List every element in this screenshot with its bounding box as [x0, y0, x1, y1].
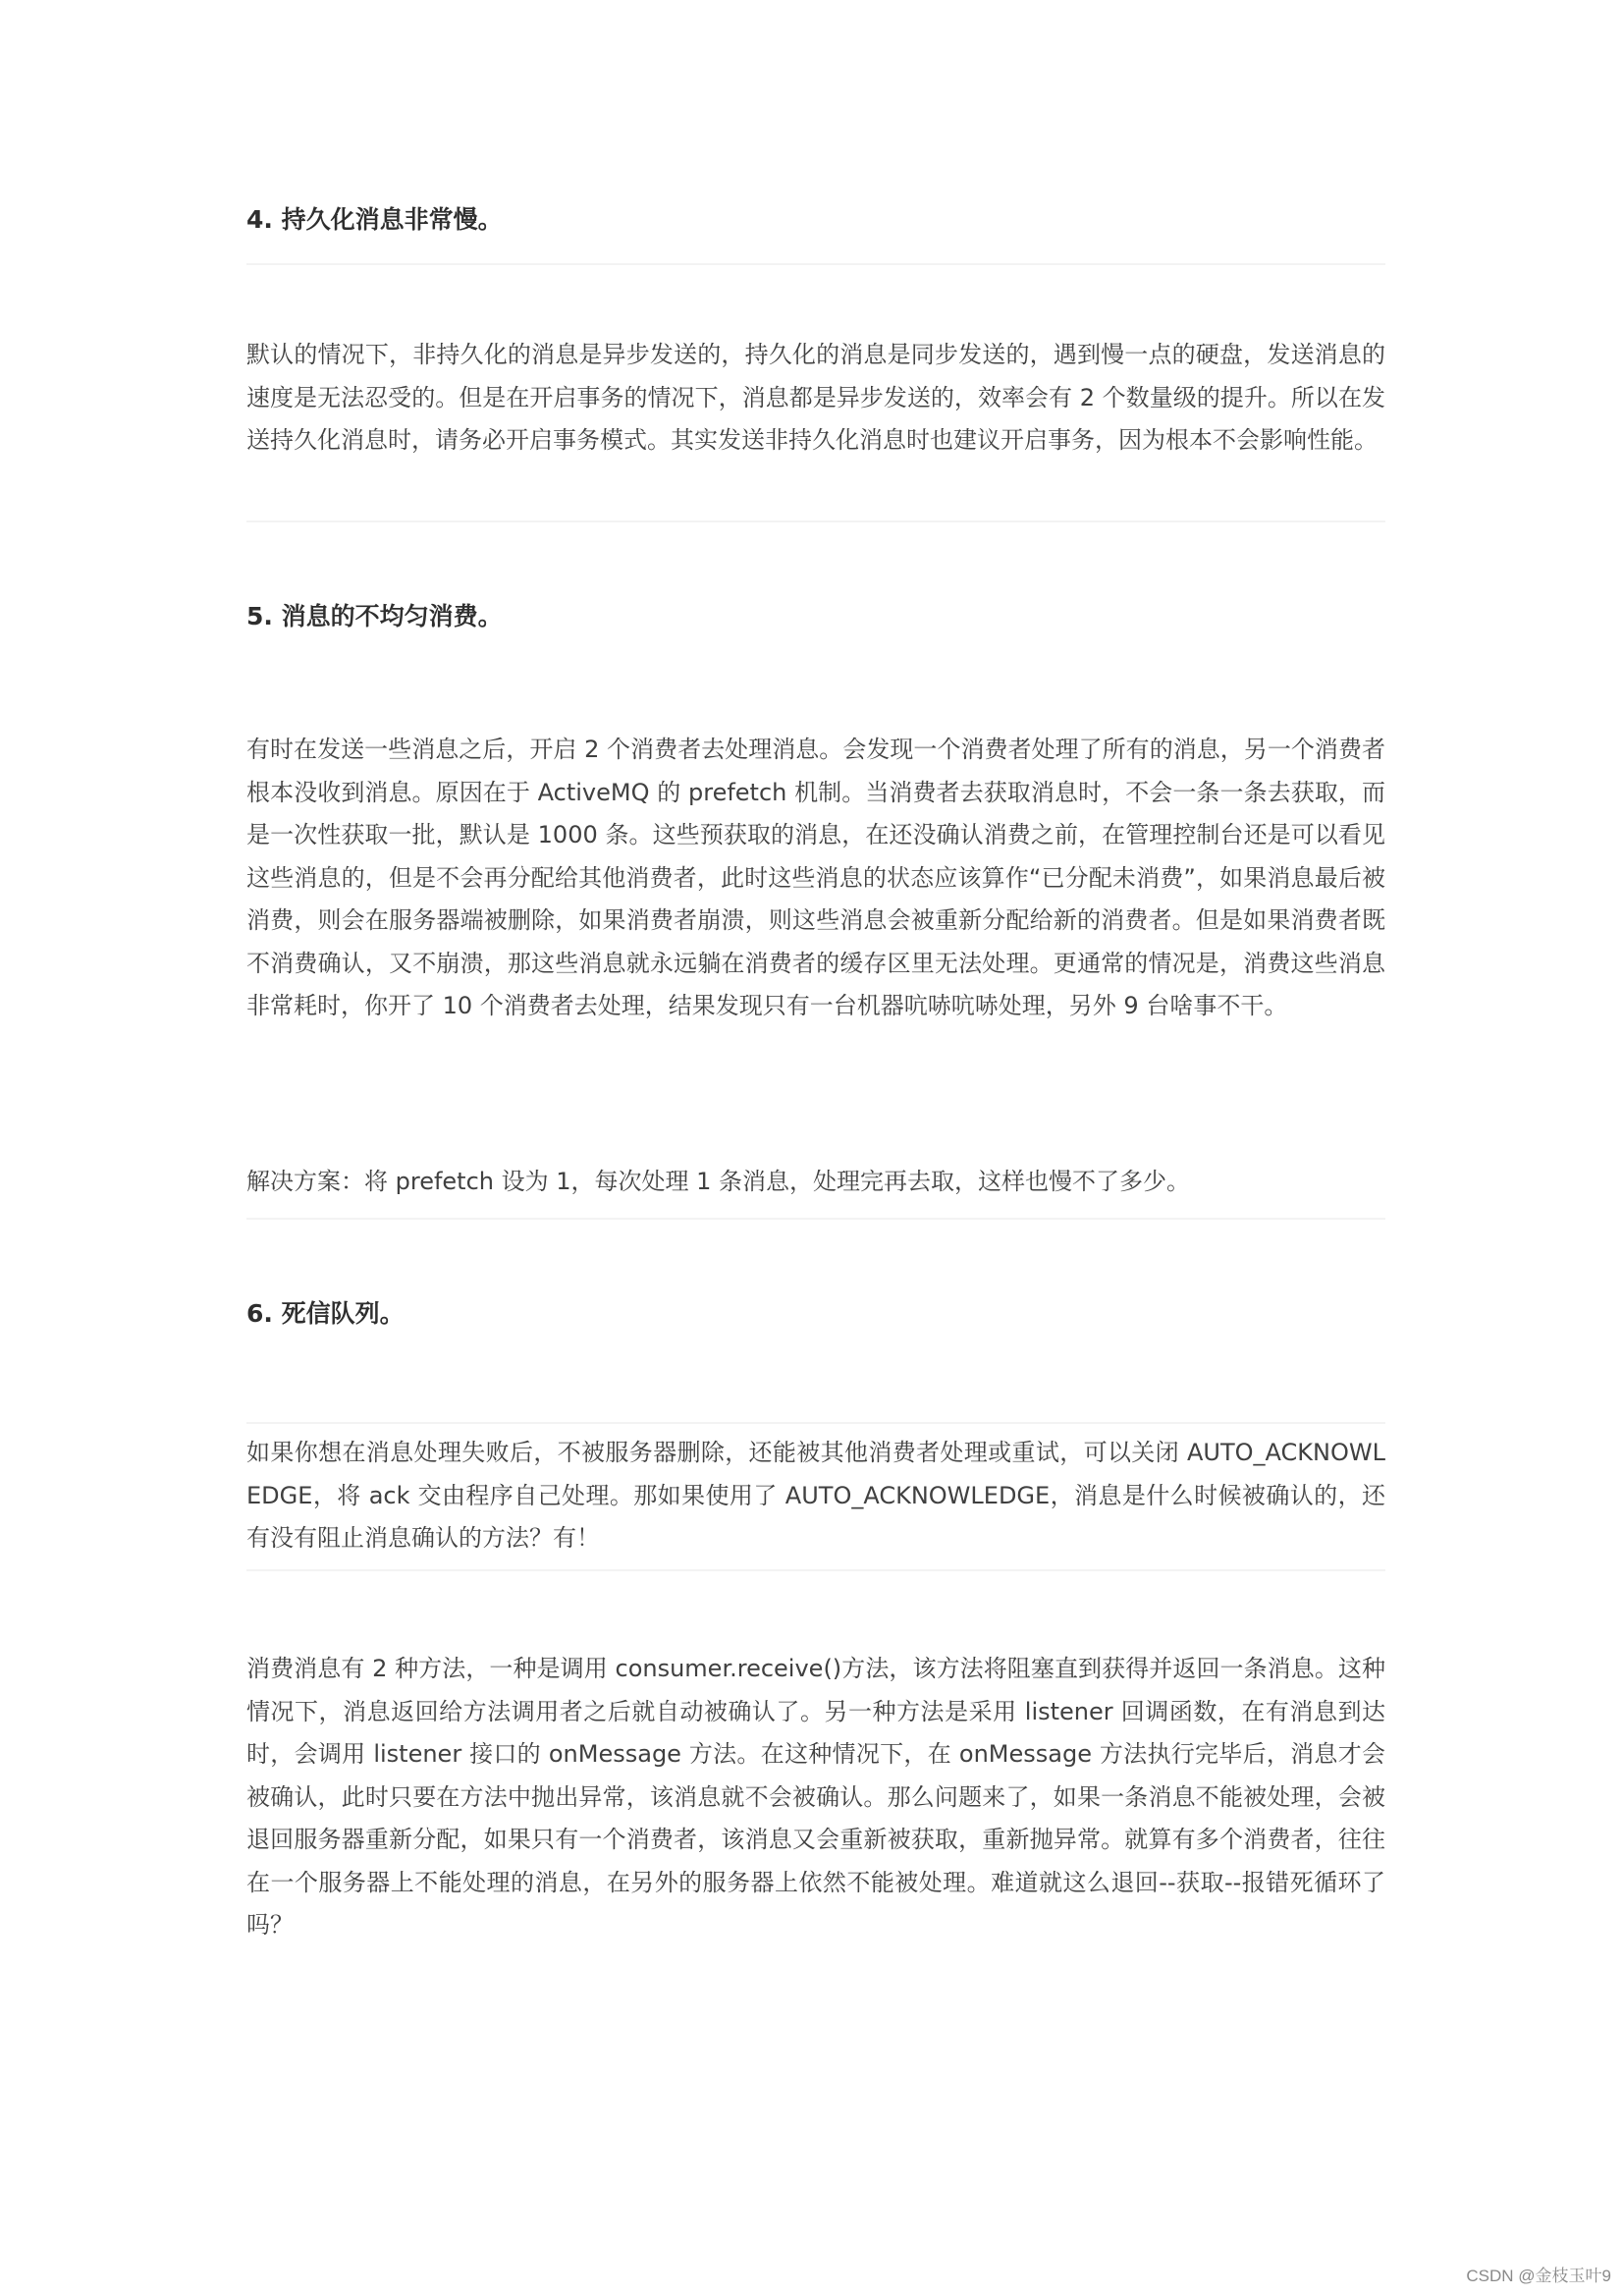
- divider: [246, 520, 1385, 522]
- section-heading-5: 5. 消息的不均匀消费。: [246, 602, 503, 630]
- paragraph-auto-acknowledge: 如果你想在消息处理失败后，不被服务器删除，还能被其他消费者处理或重试，可以关闭 AUTO_ACKNOWLEDGE，将 ack 交由程序自己处理。那如果使用了 AUTO_ACKNOWLEDGE，消息是什么时候被确认的，还有没有阻止消息确认的方法？有！: [246, 1439, 1385, 1552]
- section-heading-6: 6. 死信队列。: [246, 1299, 405, 1328]
- watermark: CSDN @金枝玉叶9: [1466, 2267, 1611, 2285]
- paragraph-consume-methods: 消费消息有 2 种方法，一种是调用 consumer.receive()方法，该方法将阻塞直到获得并返回一条消息。这种情况下，消息返回给方法调用者之后就自动被确认了。另一种方法是采用 listener 回调函数，在有消息到达时，会调用 listener 接口的 onMessage 方法。在这种情况下，在 onMessage 方法执行完毕后，消息才会被确认，此时只要在方法中抛出异常，该消息就不会被确认。那么问题来了，如果一条消息不能被处理，会被退回服务器重新分配，如果只有一个消费者，该消息又会重新被获取，重新抛异常。就算有多个消费者，往往在一个服务器上不能处理的消息，在另外的服务器上依然不能被处理。难道就这么退回--获取--报错死循环了吗？: [246, 1655, 1385, 1939]
- divider: [246, 1422, 1385, 1424]
- paragraph-uneven-consumption: 有时在发送一些消息之后，开启 2 个消费者去处理消息。会发现一个消费者处理了所有的消息，另一个消费者根本没收到消息。原因在于 ActiveMQ 的 prefetch 机制。当消费者去获取消息时，不会一条一条去获取，而是一次性获取一批，默认是 1000 条。这些预获取的消息，在还没确认消费之前，在管理控制台还是可以看见这些消息的，但是不会再分配给其他消费者，此时这些消息的状态应该算作“已分配未消费”，如果消息最后被消费，则会在服务器端被删除，如果消费者崩溃，则这些消息会被重新分配给新的消费者。但是如果消费者既不消费确认，又不崩溃，那这些消息就永远躺在消费者的缓存区里无法处理。更通常的情况是，消费这些消息非常耗时，你开了 10 个消费者去处理，结果发现只有一台机器吭哧吭哧处理，另外 9 台啥事不干。: [246, 736, 1385, 1019]
- paragraph-solution: 解决方案：将 prefetch 设为 1，每次处理 1 条消息，处理完再去取，这样也慢不了多少。: [246, 1168, 1191, 1195]
- divider: [246, 1569, 1385, 1571]
- divider: [246, 1218, 1385, 1220]
- section-heading-4: 4. 持久化消息非常慢。: [246, 205, 503, 234]
- divider: [246, 263, 1385, 265]
- paragraph-persistent-messages: 默认的情况下，非持久化的消息是异步发送的，持久化的消息是同步发送的，遇到慢一点的硬盘，发送消息的速度是无法忍受的。但是在开启事务的情况下，消息都是异步发送的，效率会有 2 个数量级的提升。所以在发送持久化消息时，请务必开启事务模式。其实发送非持久化消息时也建议开启事务，因为根本不会影响性能。: [246, 341, 1385, 454]
